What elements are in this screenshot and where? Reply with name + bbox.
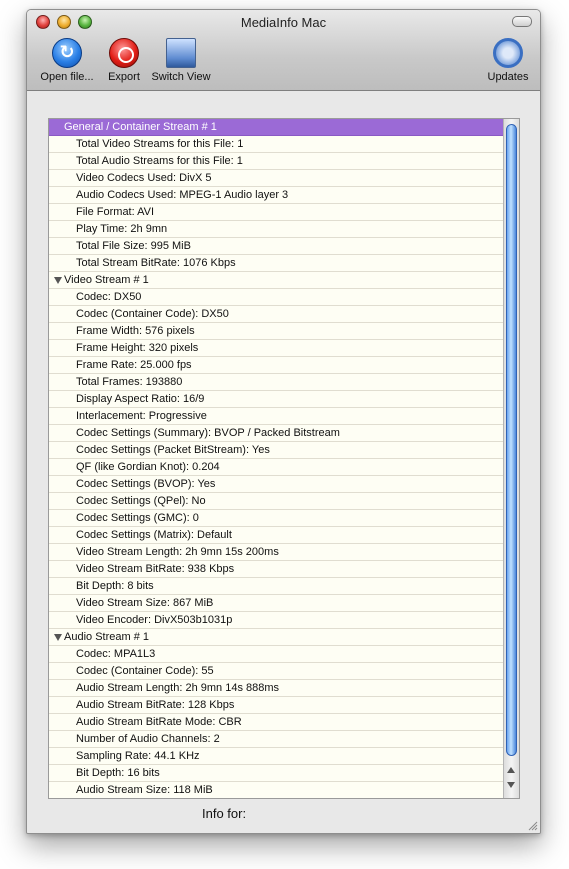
section-row[interactable] — [49, 119, 503, 136]
row-label: Display Aspect Ratio: 16/9 — [76, 393, 205, 405]
table-row[interactable] — [49, 136, 503, 153]
table-row[interactable] — [49, 357, 503, 374]
switch-view-icon — [166, 38, 196, 68]
row-label: General / Container Stream # 1 — [64, 121, 217, 133]
disclosure-triangle-icon[interactable] — [54, 634, 62, 641]
table-row[interactable] — [49, 323, 503, 340]
row-label: Codec Settings (Packet BitStream): Yes — [76, 444, 270, 456]
row-label: Codec Settings (GMC): 0 — [76, 512, 199, 524]
table-row[interactable] — [49, 187, 503, 204]
table-row[interactable] — [49, 408, 503, 425]
row-label: Codec Settings (QPel): No — [76, 495, 206, 507]
table-row[interactable] — [49, 510, 503, 527]
table-row[interactable] — [49, 340, 503, 357]
row-label: Audio Stream BitRate: 128 Kbps — [76, 699, 235, 711]
vertical-scrollbar[interactable] — [503, 119, 519, 798]
row-label: Codec (Container Code): 55 — [76, 665, 214, 677]
info-for-label: Info for: — [202, 806, 247, 821]
scrollbar-thumb[interactable] — [506, 124, 517, 756]
row-label: Bit Depth: 8 bits — [76, 580, 154, 592]
export-icon — [109, 38, 139, 68]
table-row[interactable] — [49, 595, 503, 612]
row-label: Sampling Rate: 44.1 KHz — [76, 750, 200, 762]
row-label: Total Frames: 193880 — [76, 376, 183, 388]
row-label: File Format: AVI — [76, 206, 155, 218]
table-row[interactable] — [49, 204, 503, 221]
scroll-down-arrow-icon[interactable] — [507, 782, 515, 788]
row-label: Audio Stream Size: 118 MiB — [76, 784, 213, 796]
row-label: Total Stream BitRate: 1076 Kbps — [76, 257, 236, 269]
disclosure-triangle-icon[interactable] — [54, 277, 62, 284]
row-label: Play Time: 2h 9mn — [76, 223, 168, 235]
section-row[interactable] — [49, 272, 503, 289]
table-row[interactable] — [49, 765, 503, 782]
table-row[interactable] — [49, 561, 503, 578]
row-label: Audio Stream Length: 2h 9mn 14s 888ms — [76, 682, 280, 694]
row-label: Audio Codecs Used: MPEG-1 Audio layer 3 — [76, 189, 289, 201]
switch-view-button[interactable] — [149, 38, 213, 83]
row-label: Codec: MPA1L3 — [76, 648, 156, 660]
row-label: Audio Stream # 1 — [64, 631, 149, 643]
open-file-button[interactable] — [36, 38, 98, 83]
row-label: Video Stream BitRate: 938 Kbps — [76, 563, 235, 575]
row-label: Codec Settings (BVOP): Yes — [76, 478, 216, 490]
table-row[interactable] — [49, 374, 503, 391]
title-bar — [27, 10, 540, 91]
row-label: Codec: DX50 — [76, 291, 142, 303]
table-row[interactable] — [49, 527, 503, 544]
switch-view-label: Switch View — [151, 71, 211, 83]
export-label: Export — [108, 71, 140, 83]
table-row[interactable] — [49, 425, 503, 442]
row-label: Number of Audio Channels: 2 — [76, 733, 220, 745]
table-row[interactable] — [49, 697, 503, 714]
resize-grip-icon[interactable] — [527, 820, 538, 831]
row-label: Total Video Streams for this File: 1 — [76, 138, 244, 150]
table-row[interactable] — [49, 731, 503, 748]
table-row[interactable] — [49, 238, 503, 255]
window-title: MediaInfo Mac — [240, 15, 327, 30]
table-row[interactable] — [49, 391, 503, 408]
toolbar-toggle-button[interactable] — [512, 16, 532, 27]
row-label: Video Encoder: DivX503b1031p — [76, 614, 233, 626]
row-label: Interlacement: Progressive — [76, 410, 207, 422]
row-label: Codec Settings (Matrix): Default — [76, 529, 232, 541]
updates-icon — [493, 38, 523, 68]
table-row[interactable] — [49, 646, 503, 663]
row-label: Frame Width: 576 pixels — [76, 325, 195, 337]
scroll-up-arrow-icon[interactable] — [507, 767, 515, 773]
export-button[interactable] — [104, 38, 144, 83]
row-label: Frame Rate: 25.000 fps — [76, 359, 192, 371]
row-label: Codec Settings (Summary): BVOP / Packed Bitstream — [76, 427, 340, 439]
table-row[interactable] — [49, 255, 503, 272]
table-row[interactable] — [49, 663, 503, 680]
row-label: Video Stream # 1 — [64, 274, 149, 286]
table-row[interactable] — [49, 493, 503, 510]
section-row[interactable] — [49, 629, 503, 646]
table-row[interactable] — [49, 544, 503, 561]
table-row[interactable] — [49, 306, 503, 323]
row-label: Video Stream Size: 867 MiB — [76, 597, 214, 609]
app-window — [26, 9, 541, 834]
row-label: Total Audio Streams for this File: 1 — [76, 155, 243, 167]
table-row[interactable] — [49, 289, 503, 306]
row-label: Video Stream Length: 2h 9mn 15s 200ms — [76, 546, 279, 558]
row-label: Bit Depth: 16 bits — [76, 767, 160, 779]
updates-button[interactable] — [485, 38, 531, 83]
table-row[interactable] — [49, 748, 503, 765]
table-row[interactable] — [49, 578, 503, 595]
row-label: Codec (Container Code): DX50 — [76, 308, 229, 320]
row-label: Total File Size: 995 MiB — [76, 240, 191, 252]
row-label: Video Codecs Used: DivX 5 — [76, 172, 212, 184]
table-row[interactable] — [49, 612, 503, 629]
table-row[interactable] — [49, 221, 503, 238]
updates-label: Updates — [487, 71, 529, 83]
table-row[interactable] — [49, 714, 503, 731]
table-row[interactable] — [49, 153, 503, 170]
row-label: Audio Stream BitRate Mode: CBR — [76, 716, 242, 728]
table-row[interactable] — [49, 459, 503, 476]
open-file-label: Open file... — [40, 71, 94, 83]
table-row[interactable] — [49, 170, 503, 187]
table-row[interactable] — [49, 442, 503, 459]
content-area — [27, 91, 540, 833]
info-outline-view[interactable] — [48, 118, 520, 799]
row-label: Frame Height: 320 pixels — [76, 342, 199, 354]
open-file-icon — [52, 38, 82, 68]
table-row[interactable] — [49, 782, 503, 799]
table-row[interactable] — [49, 476, 503, 493]
row-label: QF (like Gordian Knot): 0.204 — [76, 461, 220, 473]
table-row[interactable] — [49, 680, 503, 697]
